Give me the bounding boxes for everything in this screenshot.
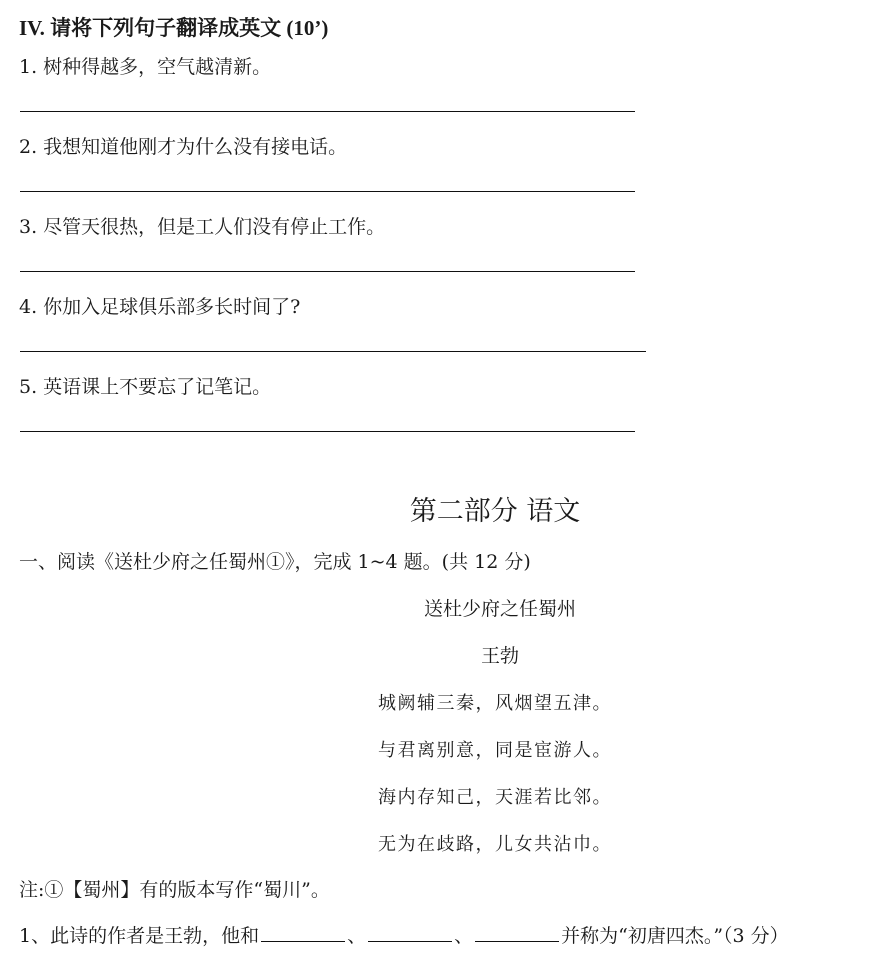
answer-line-5[interactable] bbox=[20, 431, 635, 432]
reading-instruction: 一、阅读《送杜少府之任蜀州①》，完成 1~4 题。(共 12 分) bbox=[19, 551, 531, 573]
question-3: 3. 尽管天很热，但是工人们没有停止工作。 bbox=[19, 216, 386, 238]
poem-title: 送杜少府之任蜀州 bbox=[423, 598, 576, 620]
part-two-title: 第二部分 语文 bbox=[409, 496, 581, 527]
question-1-suffix: 并称为“初唐四杰。”（3 分） bbox=[561, 925, 789, 947]
question-4: 4. 你加入足球俱乐部多长时间了? bbox=[19, 296, 301, 318]
question-2: 2. 我想知道他刚才为什么没有接电话。 bbox=[19, 136, 348, 158]
blank-3[interactable] bbox=[475, 923, 559, 942]
poem-line-4: 无为在歧路，儿女共沾巾。 bbox=[378, 834, 612, 855]
answer-line-4[interactable] bbox=[20, 351, 646, 352]
blank-1[interactable] bbox=[261, 923, 345, 942]
answer-line-3[interactable] bbox=[20, 271, 635, 272]
question-1-fill-blank bbox=[19, 921, 789, 948]
poem-author: 王勃 bbox=[480, 645, 519, 667]
separator-1: 、 bbox=[347, 925, 367, 947]
question-5: 5. 英语课上不要忘了记笔记。 bbox=[19, 376, 272, 398]
poem-line-2: 与君离别意，同是宦游人。 bbox=[378, 740, 612, 761]
blank-2[interactable] bbox=[368, 923, 452, 942]
poem-line-3: 海内存知己，天涯若比邻。 bbox=[378, 787, 612, 808]
section-title: IV. 请将下列句子翻译成英文 (10’) bbox=[19, 16, 329, 40]
separator-2: 、 bbox=[454, 925, 474, 947]
question-1: 1. 树种得越多，空气越清新。 bbox=[19, 56, 272, 78]
answer-line-1[interactable] bbox=[20, 111, 635, 112]
answer-line-2[interactable] bbox=[20, 191, 635, 192]
poem-line-1: 城阙辅三秦，风烟望五津。 bbox=[378, 693, 612, 714]
question-1-prefix: 1、此诗的作者是王勃，他和 bbox=[19, 925, 260, 947]
annotation-note: 注:①【蜀州】有的版本写作“蜀川”。 bbox=[19, 879, 330, 901]
